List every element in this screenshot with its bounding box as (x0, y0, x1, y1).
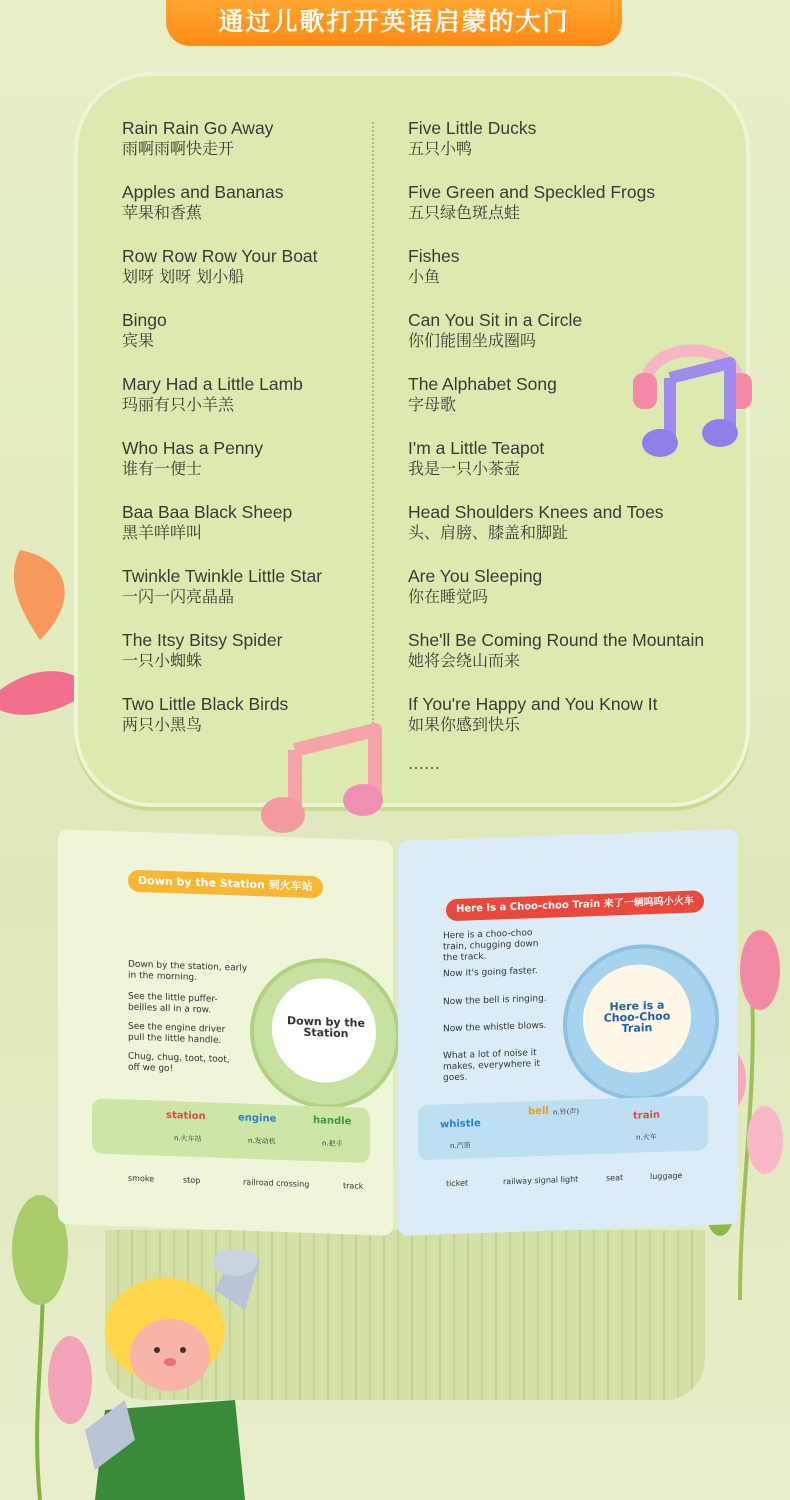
list-item (408, 630, 704, 694)
vocab-word: engine (238, 1112, 277, 1125)
list-item (122, 438, 322, 502)
small-word: stop (183, 1175, 201, 1186)
vocab-word: bell (528, 1105, 549, 1118)
song-title-zh: 苹果和香蕉 (122, 203, 203, 222)
song-title-en: Five Little Ducks (408, 118, 537, 138)
list-item (408, 566, 704, 630)
lyric-line: Chug, chug, toot, toot, off we go! (128, 1051, 230, 1075)
song-title-zh: 黑羊咩咩叫 (122, 523, 203, 542)
vocab-meaning: n.汽笛 (450, 1141, 471, 1151)
song-title-zh: 五只绿色斑点蛙 (408, 203, 521, 222)
disc-title: Down by the Station (287, 1014, 365, 1041)
song-title-en: Rain Rain Go Away (122, 118, 274, 138)
small-word: luggage (650, 1171, 683, 1182)
song-title-en: Fishes (408, 246, 460, 266)
vocab-word: whistle (440, 1118, 481, 1131)
song-title-en: The Alphabet Song (408, 374, 557, 394)
song-title-zh: 划呀 划呀 划小船 (122, 267, 245, 286)
book-right-page (398, 829, 738, 1236)
small-word: railway signal light (503, 1174, 579, 1187)
vocab-meaning: n.发动机 (248, 1136, 276, 1146)
song-title-zh: 雨啊雨啊快走开 (122, 139, 235, 158)
vocab-word: handle (313, 1115, 352, 1128)
book-left-page (58, 829, 393, 1236)
song-column-left (122, 118, 322, 758)
song-title-zh: 小鱼 (408, 267, 441, 286)
song-title-en: Bingo (122, 310, 167, 330)
headphone-music-note-icon (625, 318, 760, 468)
vocab-meaning: n.火车 (636, 1132, 657, 1142)
song-title-en: Apples and Bananas (122, 182, 284, 202)
song-title-en: Who Has a Penny (122, 438, 264, 458)
cartoon-kid-illustration (85, 1250, 270, 1500)
list-item (122, 374, 322, 438)
music-note-icon (255, 715, 395, 840)
song-title-en: She'll Be Coming Round the Mountain (408, 630, 705, 650)
song-title-en: I'm a Little Teapot (408, 438, 545, 458)
song-title-en: Five Green and Speckled Frogs (408, 182, 656, 202)
song-title-zh: 字母歌 (408, 395, 457, 414)
vocab-word: station (166, 1109, 206, 1123)
song-title-zh: 五只小鸭 (408, 139, 473, 158)
small-word: railroad crossing (243, 1177, 310, 1189)
song-title-zh: 一只小蜘蛛 (122, 651, 203, 670)
lyric-line: Down by the station, early in the morning. (128, 959, 248, 984)
vocab-strip (92, 1098, 370, 1163)
song-title-en: Are You Sleeping (408, 566, 543, 586)
small-word: seat (606, 1173, 624, 1183)
lyric-line: Now the whistle blows. (443, 1020, 547, 1035)
lyric-line: Now the bell is ringing. (443, 993, 547, 1008)
disc-title: Here is a Choo-Choo Train (603, 998, 671, 1036)
vocab-meaning: n.铃(声) (553, 1107, 580, 1117)
song-title-en: Head Shoulders Knees and Toes (408, 502, 664, 522)
list-item (122, 566, 322, 630)
list-item (122, 502, 322, 566)
lyric-line: See the little puffer-bellies all in a row. (128, 991, 218, 1016)
song-title-zh: 她将会绕山而来 (408, 651, 521, 670)
lyric-line: See the engine driver pull the little handle. (128, 1021, 226, 1046)
column-divider (372, 122, 374, 772)
song-title-zh: 我是一只小茶壶 (408, 459, 521, 478)
lyric-line: Now it's going faster. (443, 966, 538, 980)
list-item (122, 118, 322, 182)
more-ellipsis: …… (408, 754, 440, 773)
list-item (122, 310, 322, 374)
song-title-en: Can You Sit in a Circle (408, 310, 583, 330)
vocab-meaning: n.把手 (322, 1139, 343, 1149)
list-item (408, 246, 704, 310)
song-title-zh: 一闪一闪亮晶晶 (122, 587, 235, 606)
page-title: 通过儿歌打开英语启蒙的大门 (166, 0, 622, 46)
song-title-zh: 两只小黑鸟 (122, 715, 203, 734)
song-title-en: If You're Happy and You Know It (408, 694, 658, 714)
list-item (122, 246, 322, 310)
song-title-en: The Itsy Bitsy Spider (122, 630, 283, 650)
vocab-word: train (633, 1109, 661, 1122)
lyric-line: Here is a choo-choo train, chugging down the track. (443, 928, 539, 964)
song-title-en: Mary Had a Little Lamb (122, 374, 303, 394)
list-item (408, 502, 704, 566)
song-title-en: Twinkle Twinkle Little Star (122, 566, 323, 586)
song-title-zh: 宾果 (122, 331, 155, 350)
song-title-zh: 你们能围坐成圈吗 (408, 331, 537, 350)
left-page-title: Down by the Station 到火车站 (128, 870, 323, 899)
list-item (122, 182, 322, 246)
song-title-zh: 玛丽有只小羊羔 (122, 395, 235, 414)
song-title-zh: 头、肩膀、膝盖和脚趾 (408, 523, 569, 542)
lyric-line: What a lot of noise it makes, everywhere it goes. (443, 1048, 541, 1084)
song-title-en: Row Row Row Your Boat (122, 246, 318, 266)
open-book (50, 835, 745, 1235)
list-item (408, 694, 704, 758)
list-item (408, 118, 704, 182)
list-item (408, 182, 704, 246)
list-item (122, 630, 322, 694)
song-title-en: Baa Baa Black Sheep (122, 502, 293, 522)
right-page-title: Here Is a Choo-choo Train 来了一辆呜呜小火车 (446, 890, 704, 921)
small-word: track (343, 1181, 364, 1191)
song-title-en: Two Little Black Birds (122, 694, 289, 714)
song-title-zh: 你在睡觉吗 (408, 587, 489, 606)
vocab-meaning: n.火车站 (174, 1134, 202, 1144)
song-title-zh: 谁有一便士 (122, 459, 203, 478)
small-word: smoke (128, 1173, 155, 1184)
song-title-zh: 如果你感到快乐 (408, 715, 521, 734)
small-word: ticket (446, 1178, 469, 1189)
